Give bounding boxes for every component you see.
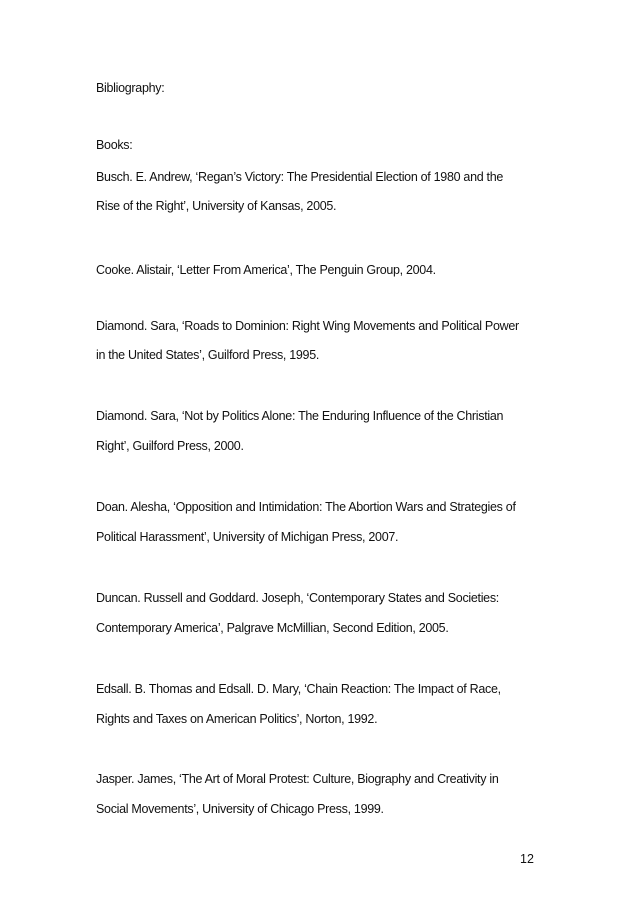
bibliography-entry-line: Diamond. Sara, ‘Not by Politics Alone: The Enduring Influence of the Christian	[96, 409, 504, 423]
bibliography-entry-line: Rise of the Right’, University of Kansas, 2005.	[96, 199, 337, 213]
bibliography-entry-line: Cooke. Alistair, ‘Letter From America’, The Penguin Group, 2004.	[96, 263, 436, 277]
bibliography-entry-line: Right’, Guilford Press, 2000.	[96, 439, 244, 453]
bibliography-entry-line: Contemporary America’, Palgrave McMillian, Second Edition, 2005.	[96, 621, 449, 635]
bibliography-entry-line: in the United States’, Guilford Press, 1995.	[96, 348, 320, 362]
bibliography-entry-line: Busch. E. Andrew, ‘Regan’s Victory: The Presidential Election of 1980 and the	[96, 170, 504, 184]
bibliography-entry-line: Doan. Alesha, ‘Opposition and Intimidation: The Abortion Wars and Strategies of	[96, 500, 516, 514]
bibliography-entry-line: Duncan. Russell and Goddard. Joseph, ‘Contemporary States and Societies:	[96, 591, 499, 605]
bibliography-heading: Bibliography:	[96, 81, 165, 95]
bibliography-entry-line: Edsall. B. Thomas and Edsall. D. Mary, ‘Chain Reaction: The Impact of Race,	[96, 682, 501, 696]
bibliography-entry-line: Social Movements’, University of Chicago Press, 1999.	[96, 802, 384, 816]
bibliography-entry-line: Rights and Taxes on American Politics’, Norton, 1992.	[96, 712, 378, 726]
bibliography-entry-line: Jasper. James, ‘The Art of Moral Protest: Culture, Biography and Creativity in	[96, 772, 499, 786]
books-section-heading: Books:	[96, 138, 133, 152]
bibliography-entry-line: Diamond. Sara, ‘Roads to Dominion: Right Wing Movements and Political Power	[96, 319, 519, 333]
bibliography-entry-line: Political Harassment’, University of Michigan Press, 2007.	[96, 530, 399, 544]
page-number: 12	[520, 852, 534, 866]
